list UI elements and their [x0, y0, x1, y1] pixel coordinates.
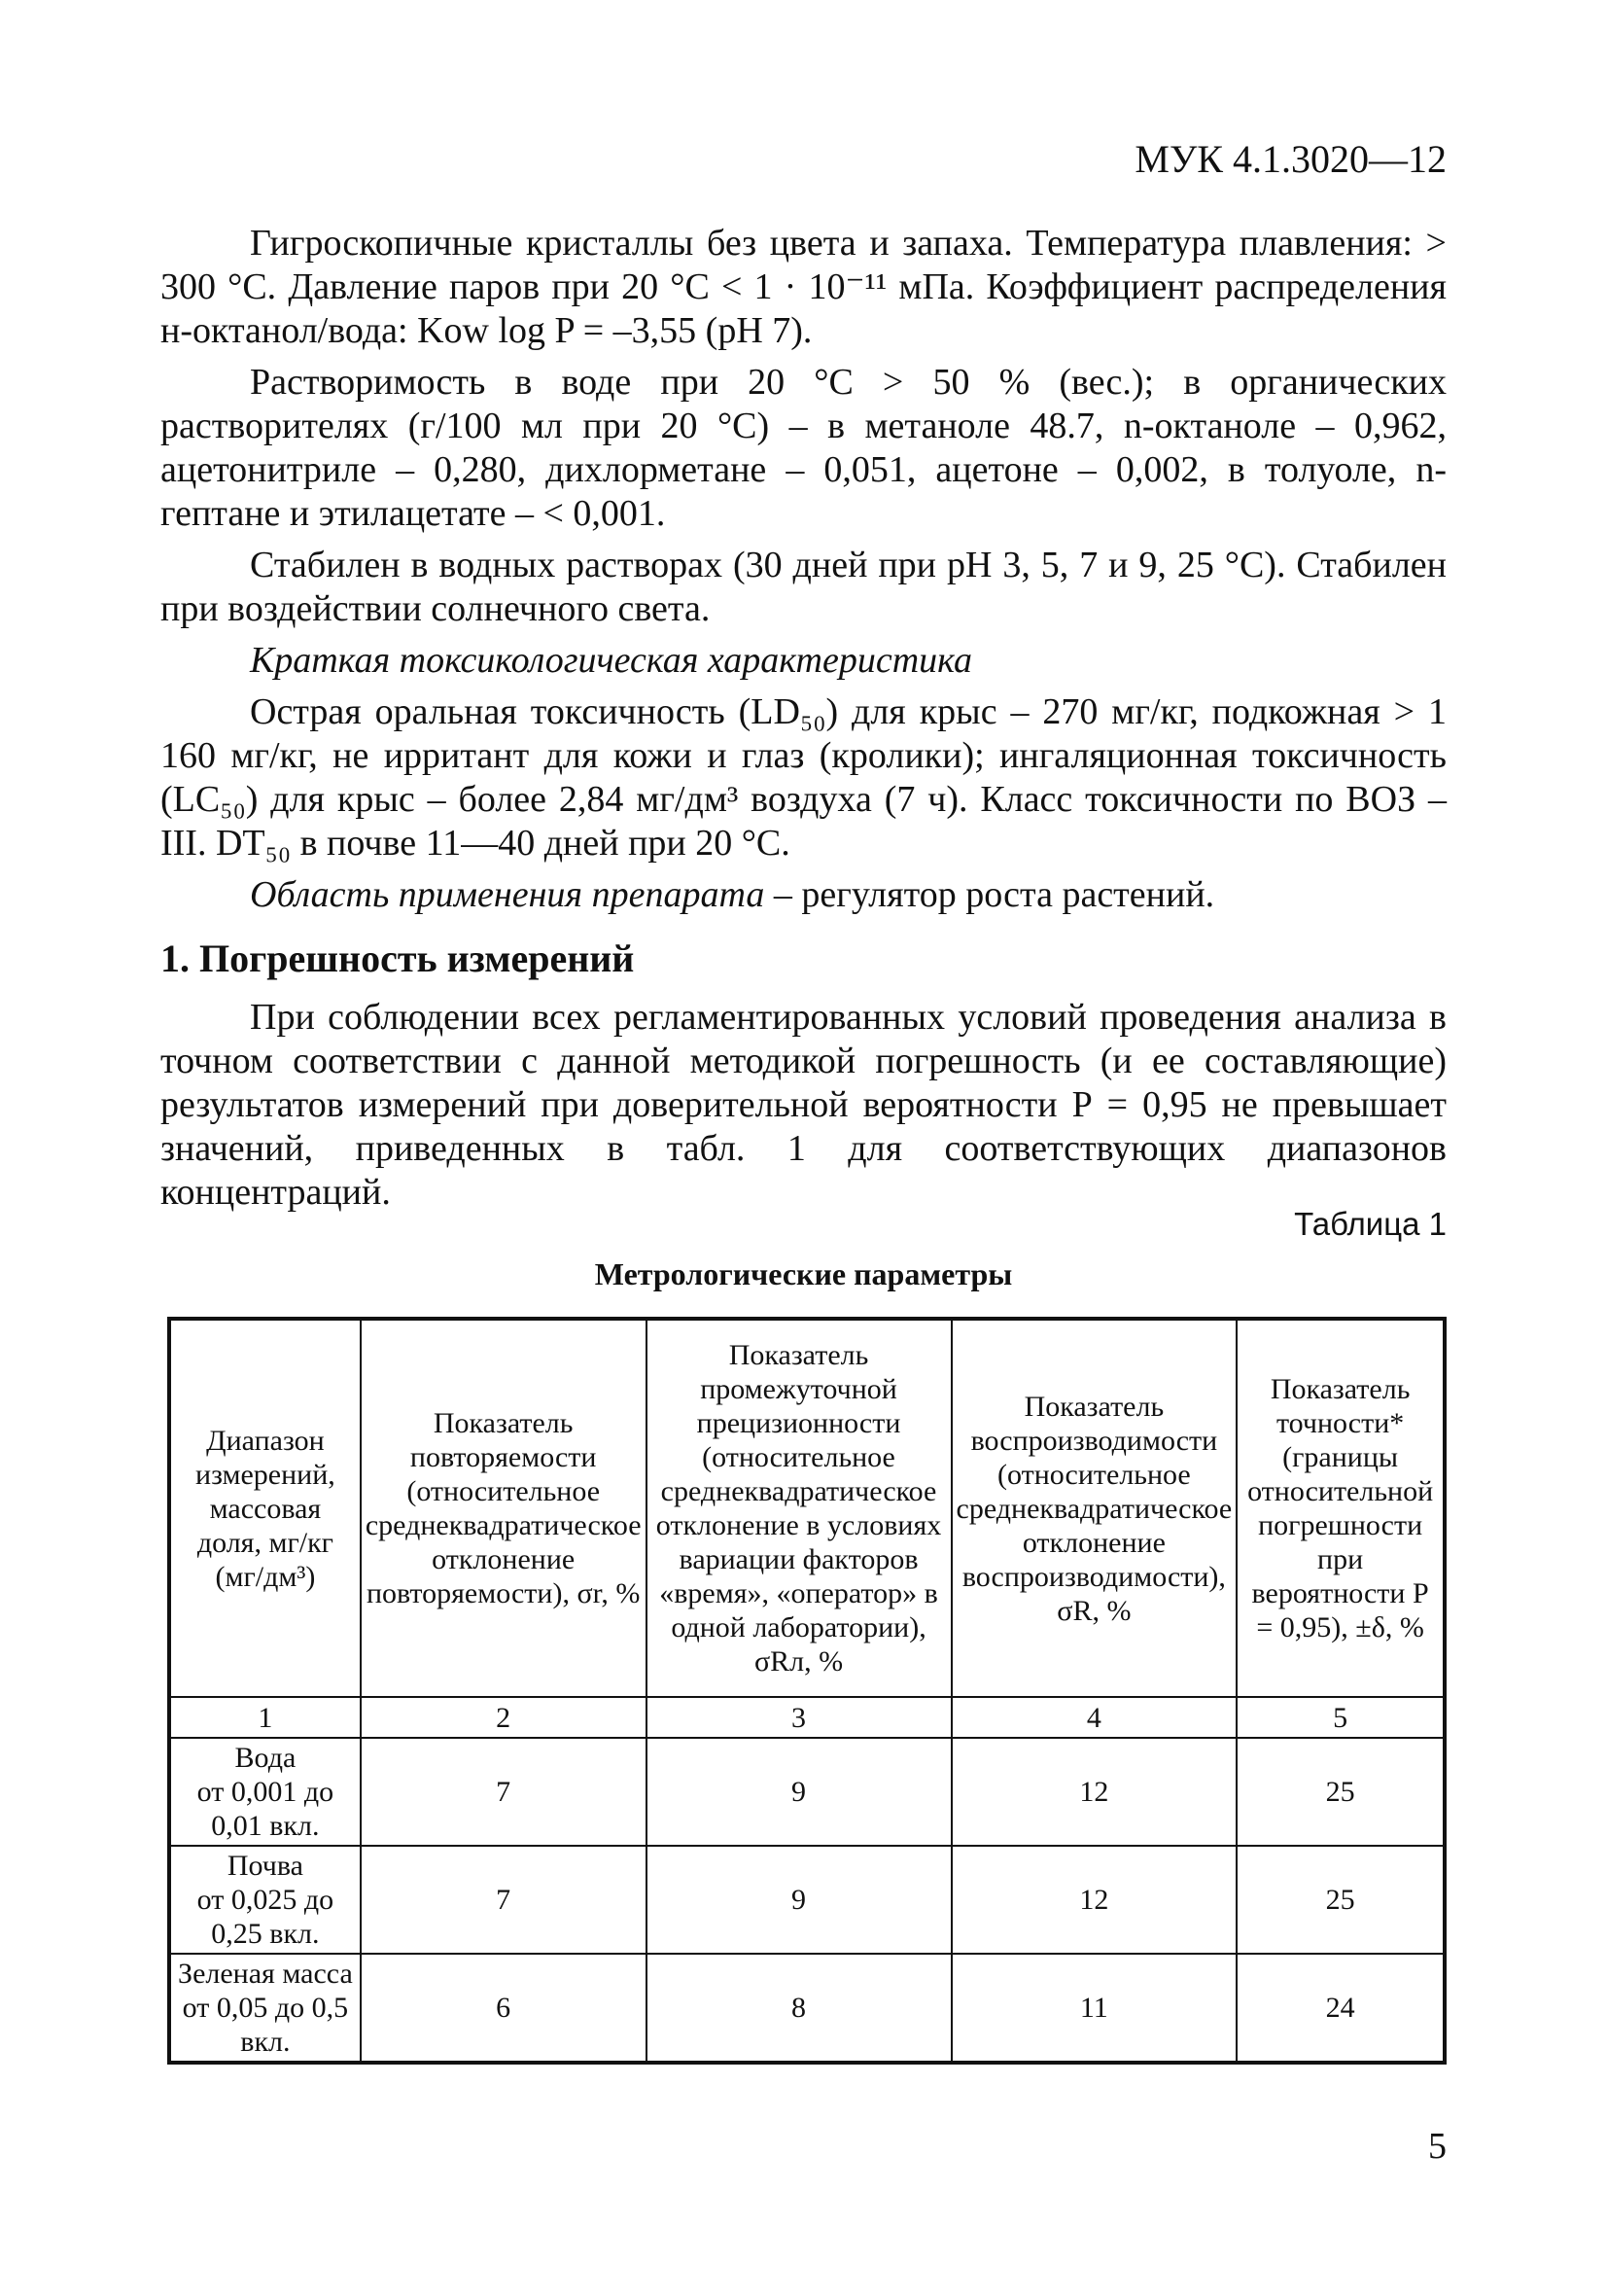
- range-cell: [169, 1738, 361, 1846]
- paragraph-error: При соблюдении всех регламентированных условий проведения анализа в точном соответствии с данной методикой погрешность (и ее составляющие) результатов измерений при доверительной вероятности Р = 0,95 не превышает значений, приведенных в табл. 1 для соответствующих диапазонов концентраций.: [160, 997, 1447, 1213]
- document-code: МУК 4.1.3020—12: [1135, 137, 1447, 181]
- table-header-row: [169, 1319, 1445, 1697]
- header-reproducibility: Показатель воспроизводимости (относительное среднеквадратическое отклонение воспроизводимости), σR, %: [952, 1319, 1238, 1697]
- range-cell: [169, 1846, 361, 1954]
- delta-cell: 25: [1237, 1846, 1445, 1954]
- application-text: – регулятор роста растений.: [764, 874, 1215, 915]
- table-row: [169, 1738, 1445, 1846]
- column-number: 1: [169, 1697, 361, 1738]
- column-number: 2: [361, 1697, 646, 1738]
- sr-cell: 7: [361, 1846, 646, 1954]
- metrology-table: [167, 1317, 1447, 2065]
- header-range: Диапазон измерений, массовая доля, мг/кг (мг/дм³): [169, 1319, 361, 1697]
- paragraph-stability: Стабилен в водных растворах (30 дней при рН 3, 5, 7 и 9, 25 °С). Стабилен при воздействии солнечного света.: [160, 545, 1447, 629]
- column-number-row: [169, 1697, 1445, 1738]
- application-label: Область применения препарата: [250, 874, 765, 915]
- sR-cell: 12: [952, 1738, 1238, 1846]
- range-cell: [169, 1954, 361, 2063]
- body-text: [160, 222, 1447, 1222]
- paragraph-properties: Гигроскопичные кристаллы без цвета и запаха. Температура плавления: > 300 °С. Давление паров при 20 °С < 1 · 10⁻¹¹ мПа. Коэффициент распределения н-октанол/вода: Kow log P = –3,55 (рН 7).: [160, 223, 1447, 351]
- paragraph-toxicity: Острая оральная токсичность (LD₅₀) для крыс – 270 мг/кг, подкожная > 1 160 мг/кг, не ирритант для кожи и глаз (кролики); ингаляционная токсичность (LC₅₀) для крыс – более 2,84 мг/дм³ воздуха (7 ч). Класс токсичности по ВОЗ – III. DT₅₀ в почве 11—40 дней при 20 °С.: [160, 691, 1447, 864]
- delta-cell: 24: [1237, 1954, 1445, 2063]
- column-number: 4: [952, 1697, 1238, 1738]
- sr-cell: 6: [361, 1954, 646, 2063]
- toxicology-heading: Краткая токсикологическая характеристика: [250, 640, 972, 681]
- column-number: 3: [646, 1697, 952, 1738]
- srl-cell: 8: [646, 1954, 952, 2063]
- paragraph-solubility: Растворимость в воде при 20 °С > 50 % (вес.); в органических растворителях (г/100 мл при 20 °С) – в метаноле 48.7, n-октаноле – 0,962, ацетонитриле – 0,280, дихлорметане – 0,051, ацетоне – 0,002, в толуоле, n-гептане и этилацетате – < 0,001.: [160, 362, 1447, 534]
- sR-cell: 11: [952, 1954, 1238, 2063]
- column-number: 5: [1237, 1697, 1445, 1738]
- srl-cell: 9: [646, 1846, 952, 1954]
- table-row: [169, 1954, 1445, 2063]
- matrix-name: Вода: [234, 1742, 297, 1774]
- srl-cell: 9: [646, 1738, 952, 1846]
- header-accuracy: Показатель точности* (границы относительной погрешности при вероятности P = 0,95), ±δ, %: [1237, 1319, 1445, 1697]
- matrix-name: Зеленая масса: [178, 1958, 353, 1990]
- range-value: от 0,001 до 0,01 вкл.: [196, 1776, 334, 1842]
- matrix-name: Почва: [227, 1850, 303, 1882]
- page-number: 5: [1428, 2126, 1447, 2167]
- header-repeatability: Показатель повторяемости (относительное среднеквадратическое отклонение повторяемости), σr, %: [361, 1319, 646, 1697]
- delta-cell: 25: [1237, 1738, 1445, 1846]
- sr-cell: 7: [361, 1738, 646, 1846]
- range-value: от 0,05 до 0,5 вкл.: [182, 1992, 349, 2058]
- table-label: Таблица 1: [1294, 1206, 1447, 1242]
- paragraph-application: [160, 873, 1447, 917]
- sR-cell: 12: [952, 1846, 1238, 1954]
- header-intermediate-precision: Показатель промежуточной прецизионности (относительное среднеквадратическое отклонение в условиях вариации факторов «время», «оператор» в одной лаборатории), σRл, %: [646, 1319, 952, 1697]
- table-row: [169, 1846, 1445, 1954]
- range-value: от 0,025 до 0,25 вкл.: [196, 1884, 334, 1950]
- section-heading: 1. Погрешность измерений: [160, 936, 635, 980]
- table-title: Метрологические параметры: [594, 1256, 1013, 1291]
